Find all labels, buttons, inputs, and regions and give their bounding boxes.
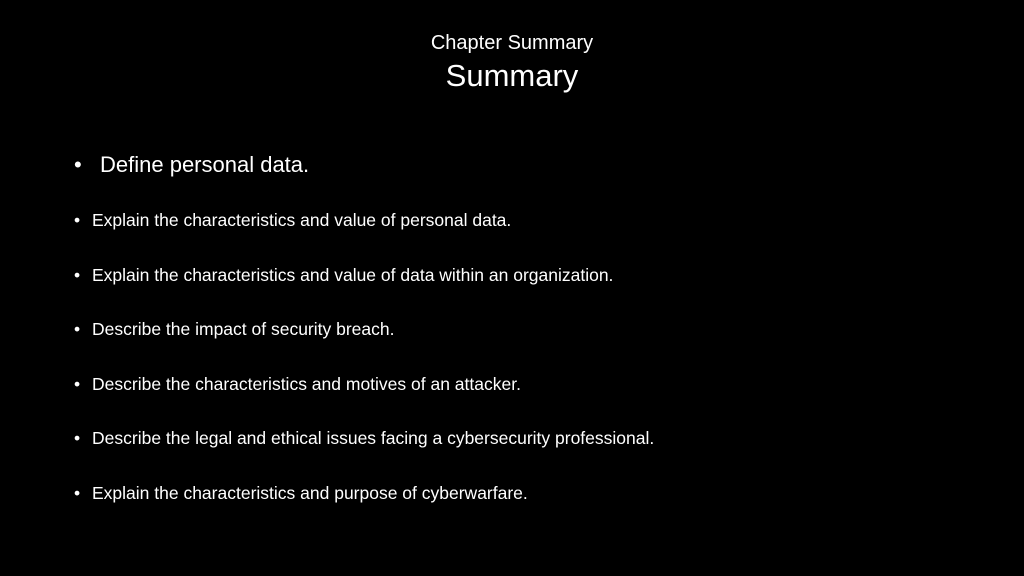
bullet-text: Define personal data.: [100, 152, 310, 177]
bullet-icon: •: [74, 319, 81, 339]
bullet-icon: •: [74, 264, 81, 285]
bullet-item: [74, 369, 974, 424]
slide-header: [0, 30, 1024, 94]
bullet-icon: •: [74, 152, 82, 177]
bullet-item: [74, 478, 974, 533]
bullet-item: [74, 260, 974, 315]
bullet-item: [74, 314, 974, 369]
bullet-text: Describe the legal and ethical issues facing a cybersecurity professional.: [92, 428, 655, 448]
bullet-icon: •: [74, 210, 81, 230]
bullet-icon: •: [74, 373, 81, 394]
bullet-text: Explain the characteristics and value of data within an organization.: [92, 264, 614, 285]
bullet-item: [74, 205, 974, 260]
bullet-text: Explain the characteristics and value of personal data.: [92, 210, 512, 230]
bullet-item: [74, 148, 974, 205]
bullet-text: Explain the characteristics and purpose of cyberwarfare.: [92, 482, 528, 503]
slide-title: Summary: [445, 58, 579, 93]
chapter-supertitle: Chapter Summary: [430, 32, 594, 54]
bullet-item: [74, 423, 974, 478]
bullet-icon: •: [74, 482, 81, 503]
bullet-text: Describe the characteristics and motives of an attacker.: [92, 373, 521, 394]
bullet-list: [74, 148, 974, 532]
bullet-text: Describe the impact of security breach.: [92, 319, 395, 339]
bullet-icon: •: [74, 428, 81, 448]
